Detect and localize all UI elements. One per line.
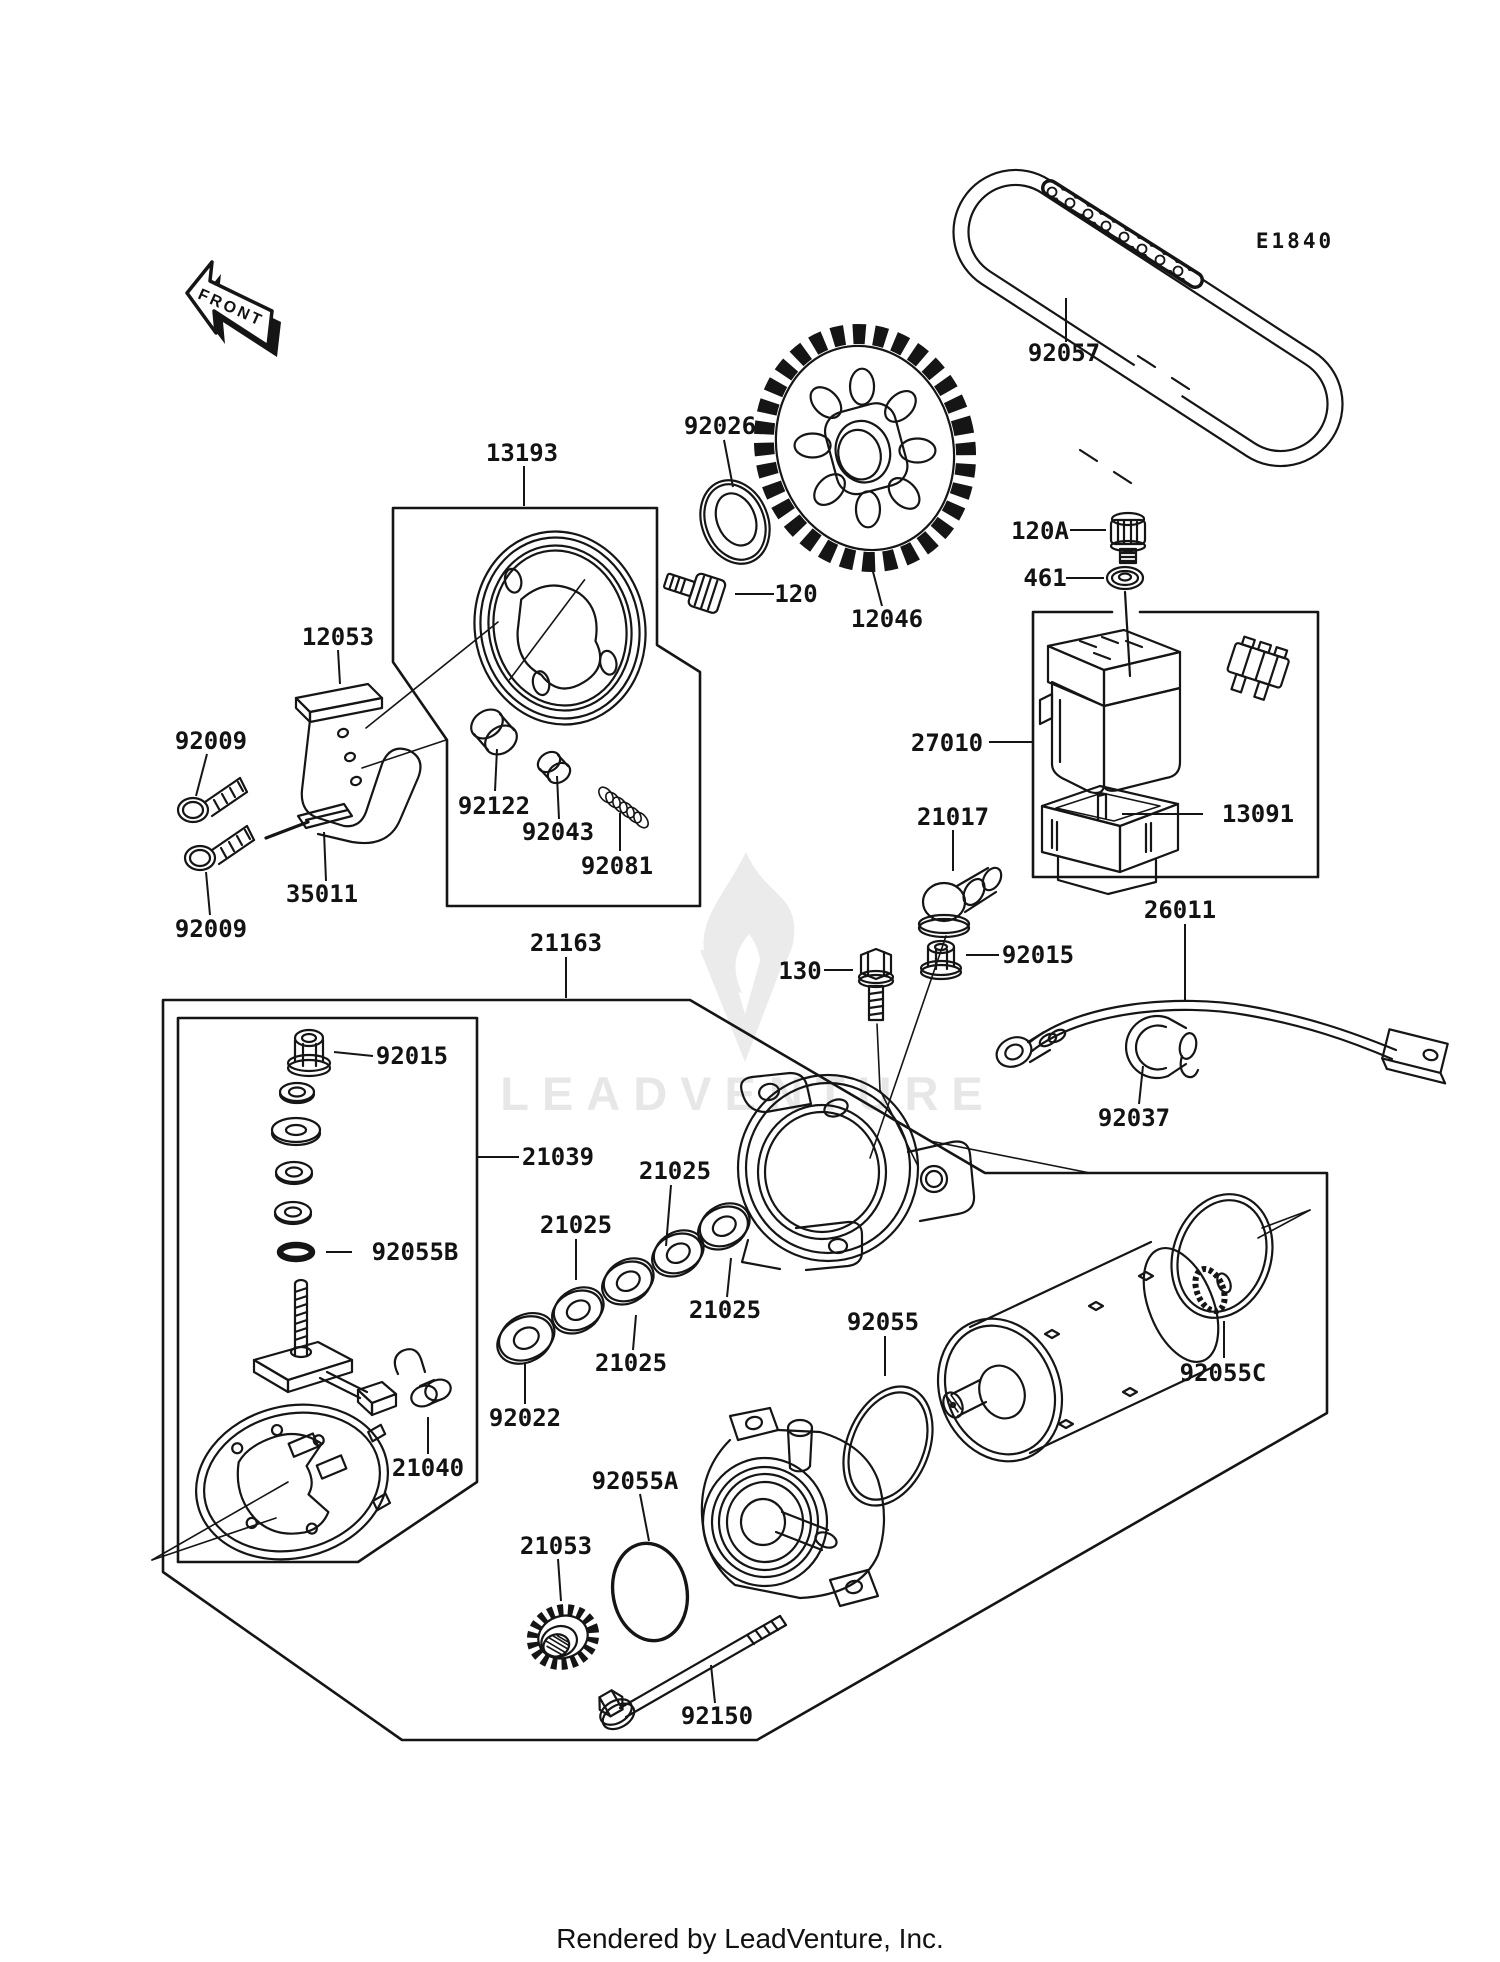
bolt-120a bbox=[1111, 513, 1145, 563]
diagram-line-art bbox=[152, 146, 1454, 1740]
watermark-text: LEADVENTURE bbox=[500, 1067, 996, 1120]
starter-relay bbox=[1040, 630, 1180, 793]
bracket-pointer-line bbox=[930, 1141, 1090, 1173]
leader-line bbox=[558, 1559, 561, 1601]
part-label-92055B[interactable]: 92055B bbox=[371, 1238, 459, 1266]
part-label-92055C[interactable]: 92055C bbox=[1179, 1359, 1267, 1387]
footer-credit: Rendered by LeadVenture, Inc. bbox=[556, 1923, 944, 1954]
part-label-21025[interactable]: 21025 bbox=[594, 1349, 668, 1377]
part-label-27010[interactable]: 27010 bbox=[910, 729, 984, 757]
part-label-13193[interactable]: 13193 bbox=[485, 439, 559, 467]
part-label-21025[interactable]: 21025 bbox=[539, 1211, 613, 1239]
part-label-92122[interactable]: 92122 bbox=[457, 792, 531, 820]
part-label-92009[interactable]: 92009 bbox=[174, 915, 248, 943]
part-label-92026[interactable]: 92026 bbox=[683, 412, 757, 440]
part-label-21025[interactable]: 21025 bbox=[638, 1157, 712, 1185]
part-label-92081[interactable]: 92081 bbox=[580, 852, 654, 880]
part-label-21053[interactable]: 21053 bbox=[519, 1532, 593, 1560]
bolt-92009-upper bbox=[178, 778, 247, 822]
part-label-21025[interactable]: 21025 bbox=[688, 1296, 762, 1324]
leadventure-watermark bbox=[500, 852, 996, 1120]
part-label-92015[interactable]: 92015 bbox=[1001, 941, 1075, 969]
part-label-92022[interactable]: 92022 bbox=[488, 1404, 562, 1432]
o-ring-92055a bbox=[605, 1537, 695, 1646]
diagram-code: E1840 bbox=[1255, 229, 1335, 253]
fuse bbox=[1222, 635, 1292, 704]
starter-sprocket bbox=[739, 311, 992, 585]
part-label-92037[interactable]: 92037 bbox=[1097, 1104, 1171, 1132]
leader-line bbox=[711, 1665, 715, 1703]
leader-line bbox=[338, 650, 340, 684]
part-label-92015[interactable]: 92015 bbox=[375, 1042, 449, 1070]
washer-461 bbox=[1107, 567, 1143, 589]
bolt-120 bbox=[661, 564, 727, 614]
nut-92015-right bbox=[921, 941, 961, 979]
part-label-120A[interactable]: 120A bbox=[1011, 517, 1069, 545]
front-arrow-label: FRONT bbox=[195, 286, 267, 331]
leader-line bbox=[206, 872, 210, 915]
part-label-92055[interactable]: 92055 bbox=[846, 1308, 920, 1336]
carbon-brush bbox=[395, 1349, 454, 1410]
front-cover-assembly bbox=[702, 1408, 884, 1606]
leader-line bbox=[872, 568, 882, 606]
part-label-92043[interactable]: 92043 bbox=[521, 818, 595, 846]
starter-cable bbox=[992, 1001, 1455, 1083]
part-label-21017[interactable]: 21017 bbox=[916, 803, 990, 831]
terminal-stud-assembly bbox=[254, 1030, 396, 1415]
clutch-spring-92081 bbox=[596, 785, 651, 831]
part-label-12053[interactable]: 12053 bbox=[301, 623, 375, 651]
leader-line bbox=[324, 832, 326, 881]
part-label-13091[interactable]: 13091 bbox=[1221, 800, 1295, 828]
part-label-92055A[interactable]: 92055A bbox=[591, 1467, 679, 1495]
shim-21025 bbox=[690, 1195, 758, 1258]
clutch-pin-92043 bbox=[534, 748, 574, 788]
clutch-roller-92122 bbox=[466, 704, 523, 761]
o-ring-pointer bbox=[1258, 1210, 1310, 1238]
part-label-92009[interactable]: 92009 bbox=[174, 727, 248, 755]
one-way-clutch bbox=[457, 515, 664, 830]
part-label-21040[interactable]: 21040 bbox=[391, 1454, 465, 1482]
bolt-92009-lower bbox=[185, 826, 254, 870]
bolt-130 bbox=[859, 949, 893, 1020]
part-label-130[interactable]: 130 bbox=[778, 957, 822, 985]
leader-line bbox=[196, 754, 207, 796]
leader-line bbox=[633, 1315, 636, 1350]
v-watermark-icon bbox=[700, 950, 788, 1062]
part-label-120[interactable]: 120 bbox=[774, 580, 818, 608]
part-label-35011[interactable]: 35011 bbox=[285, 880, 359, 908]
leader-line bbox=[727, 1258, 731, 1297]
part-label-26011[interactable]: 26011 bbox=[1143, 896, 1217, 924]
guide-plate-35011 bbox=[266, 804, 352, 838]
part-label-92057[interactable]: 92057 bbox=[1027, 339, 1101, 367]
part-label-21039[interactable]: 21039 bbox=[521, 1143, 595, 1171]
terminal-cap-21017 bbox=[919, 865, 1005, 937]
starter-chain bbox=[930, 146, 1367, 498]
part-label-92150[interactable]: 92150 bbox=[680, 1702, 754, 1730]
reduction-gear bbox=[525, 1602, 601, 1673]
cable-clamp bbox=[1126, 1016, 1198, 1078]
o-ring-92055 bbox=[827, 1373, 949, 1519]
part-label-21163[interactable]: 21163 bbox=[529, 929, 603, 957]
part-label-461[interactable]: 461 bbox=[1023, 564, 1067, 592]
leader-line bbox=[334, 1052, 373, 1056]
leader-line bbox=[640, 1494, 649, 1541]
part-label-12046[interactable]: 12046 bbox=[850, 605, 924, 633]
o-ring-pointer bbox=[1262, 1210, 1310, 1228]
